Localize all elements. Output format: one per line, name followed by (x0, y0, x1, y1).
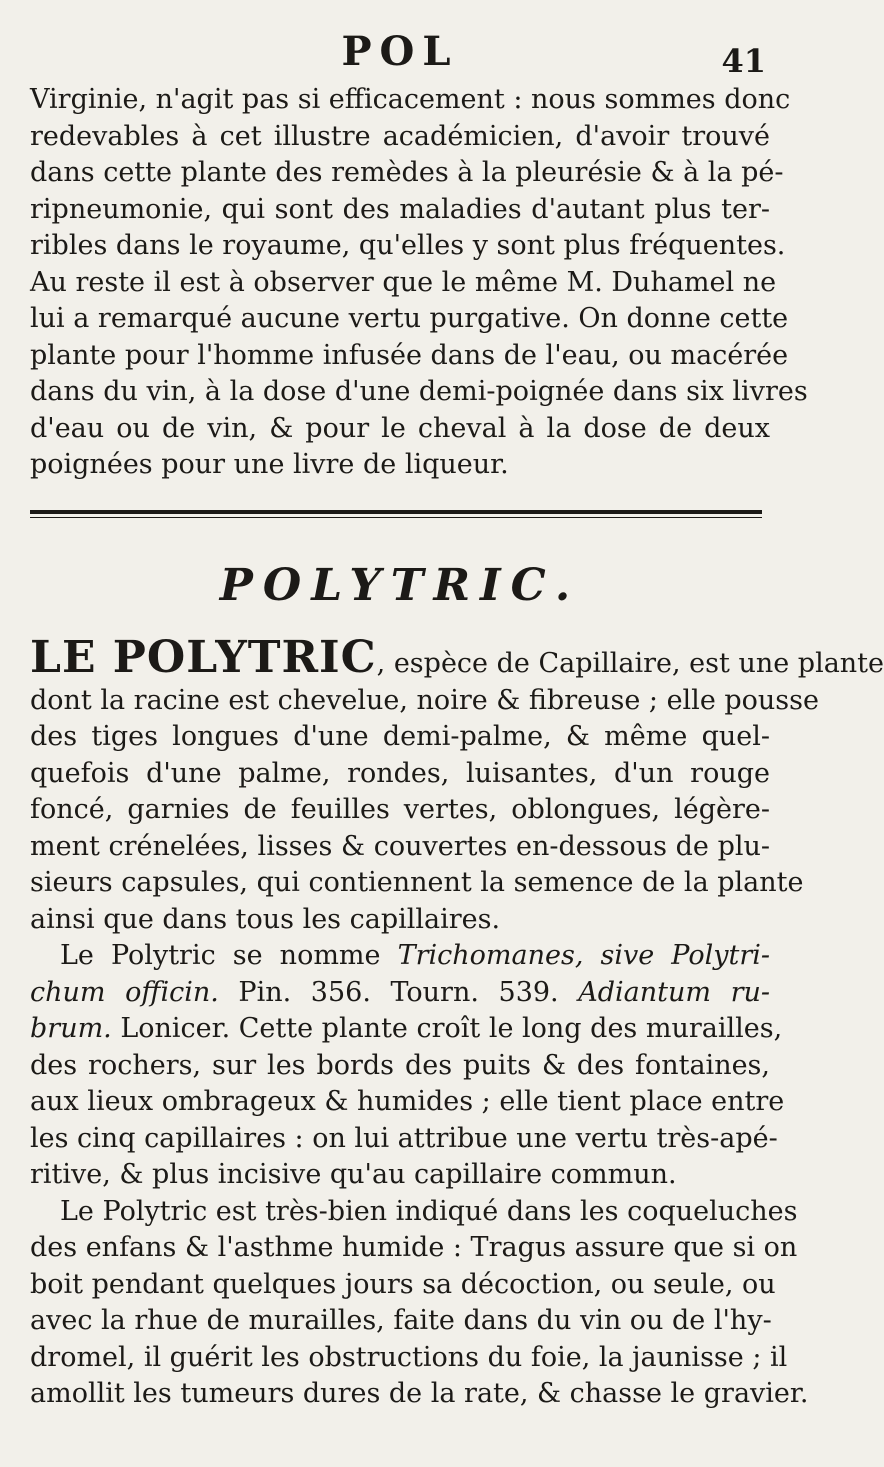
text-line: dromel, il guérit les obstructions du foie, la jaunisse ; il (30, 1341, 788, 1373)
text-line: dont la racine est chevelue, noire & fibreuse ; elle pousse (30, 684, 819, 716)
section-divider (30, 510, 762, 518)
text-line: chum officin. Pin. 356. Tourn. 539. Adiantum ru- (30, 976, 770, 1008)
entry-text (30, 632, 884, 1413)
text-line: foncé, garnies de feuilles vertes, oblongues, légère- (30, 794, 770, 825)
text-line: avec la rhue de murailles, faite dans du vin ou de l'hy- (30, 1305, 772, 1336)
paragraph (30, 1194, 809, 1413)
text-line: ainsi que dans tous les capillaires. (30, 903, 501, 935)
text-line: des enfans & l'asthme humide : Tragus assure que si on (30, 1232, 798, 1263)
paragraph (30, 632, 884, 938)
text-line: brum. Lonicer. Cette plante croît le long des murailles, (30, 1013, 783, 1044)
text-line: Le Polytric est très-bien indiqué dans les coqueluches (60, 1195, 798, 1227)
text-line: sieurs capsules, qui contiennent la semence de la plante (30, 867, 804, 898)
text-line: LE POLYTRIC, espèce de Capillaire, est une plante (30, 632, 884, 683)
text-line: quefois d'une palme, rondes, luisantes, d'un rouge (30, 757, 770, 789)
section-title: POLYTRIC. (219, 560, 581, 611)
text-line: ritive, & plus incisive qu'au capillaire commun. (30, 1159, 677, 1190)
latin-name: brum. (30, 1013, 112, 1044)
paragraph (30, 938, 785, 1194)
text-line: poignées pour une livre de liqueur. (30, 449, 509, 480)
text-line: les cinq capillaires : on lui attribue une vertu très-apé- (30, 1122, 778, 1154)
text-line: redevables à cet illustre académicien, d'avoir trouvé (30, 120, 770, 152)
text-line: boit pendant quelques jours sa décoction, ou seule, ou (30, 1268, 776, 1300)
text-line: dans du vin, à la dose d'une demi-poignée dans six livres (30, 376, 808, 407)
text-line: ment crénelées, lisses & couvertes en-dessous de plu- (30, 830, 770, 862)
text-line: plante pour l'homme infusée dans de l'eau, ou macérée (30, 339, 789, 371)
latin-name: Adiantum ru- (578, 976, 770, 1008)
text-line: Virginie, n'agit pas si efficacement : nous sommes donc (30, 84, 791, 115)
paragraph (30, 82, 808, 484)
latin-name: chum officin. (30, 976, 219, 1008)
text-line: Au reste il est à observer que le même M. Duhamel ne (30, 266, 777, 298)
text-line: Le Polytric se nomme Trichomanes, sive Polytri- (60, 940, 770, 971)
text-line: amollit les tumeurs dures de la rate, & chasse le gravier. (30, 1378, 809, 1409)
page-number: 41 (721, 42, 766, 80)
running-head: POL (341, 28, 459, 75)
text-line: des rochers, sur les bords des puits & des fontaines, (30, 1049, 770, 1081)
text-line: ribles dans le royaume, qu'elles y sont plus fréquentes. (30, 230, 786, 261)
previous-entry-text (30, 82, 808, 484)
drop-cap: LE POLYTRIC (30, 632, 377, 683)
text-line: aux lieux ombrageux & humides ; elle tient place entre (30, 1086, 785, 1117)
text-line: dans cette plante des remèdes à la pleurésie & à la pé- (30, 157, 784, 188)
page-header (0, 28, 800, 78)
text-line: lui a remarqué aucune vertu purgative. On donne cette (30, 303, 789, 334)
latin-name: Trichomanes, sive Polytri- (397, 940, 770, 971)
text-line: d'eau ou de vin, & pour le cheval à la dose de deux (30, 412, 770, 444)
text-line: des tiges longues d'une demi-palme, & même quel- (30, 721, 770, 752)
text-line: ripneumonie, qui sont des maladies d'autant plus ter- (30, 193, 770, 225)
